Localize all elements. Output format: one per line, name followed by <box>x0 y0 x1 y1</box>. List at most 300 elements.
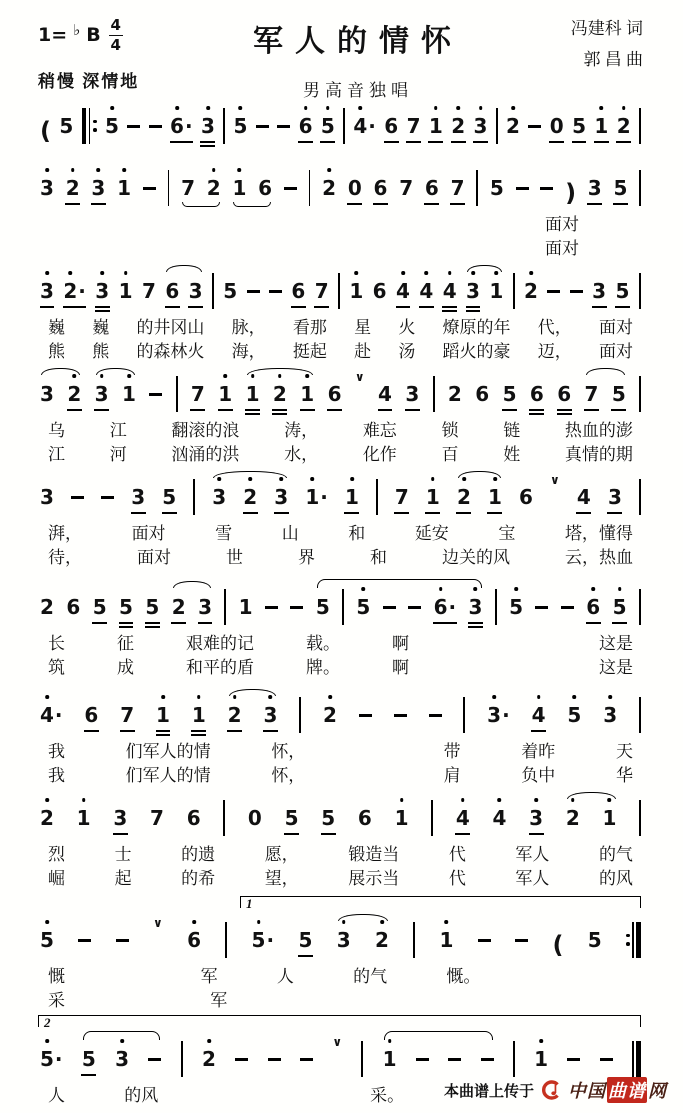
note <box>519 484 533 510</box>
octave-dot <box>511 106 515 110</box>
lyric-word: 人 <box>276 966 294 986</box>
note-digit: 3 <box>91 175 105 201</box>
note-digit: 1 <box>232 175 246 201</box>
note-digit: 3 <box>474 113 488 139</box>
lyric-word: 翻滚的浪 <box>171 420 240 440</box>
notes-row <box>38 366 643 416</box>
note-digit: 7 <box>190 382 205 406</box>
lyric-word: 燎原的年 <box>442 317 511 337</box>
note-digit: 1 <box>238 595 253 619</box>
notes-row <box>38 98 643 148</box>
slur <box>467 265 502 272</box>
note-digit: 5 <box>40 1046 54 1072</box>
barline <box>476 170 478 206</box>
lyric-word: 赴 <box>354 341 372 361</box>
music-system <box>38 98 643 148</box>
note-digit: 3 <box>263 702 277 728</box>
note <box>119 278 133 304</box>
lyric-word <box>129 986 146 1011</box>
note <box>550 113 564 139</box>
underline-beam <box>607 512 622 514</box>
note <box>258 175 272 201</box>
note-digit: 3 <box>95 381 109 407</box>
note-digit: 4 <box>576 485 591 509</box>
lyric-word: 面对 <box>598 341 633 361</box>
note <box>373 278 387 304</box>
note-digit: 6 <box>586 594 600 620</box>
octave-dot <box>534 798 538 802</box>
note <box>218 381 232 407</box>
note-digit: 5 <box>298 928 313 952</box>
dash-extension <box>284 187 297 190</box>
octave-dot <box>608 695 612 699</box>
lyric-word: 山 <box>281 523 299 543</box>
lyric-word: 军 <box>200 966 218 986</box>
note <box>378 381 392 407</box>
underline-beam <box>94 409 109 411</box>
dash-extension <box>540 187 553 190</box>
note-digit: 3 <box>603 702 617 728</box>
barline <box>639 108 641 144</box>
octave-dot <box>529 271 533 275</box>
note-digit: 6 <box>424 176 439 200</box>
underline-beam <box>584 409 599 411</box>
note-digit: 6 <box>475 382 490 406</box>
lyric-word: 江 <box>48 444 65 464</box>
octave-dot <box>539 1039 543 1043</box>
lyric-word: 起 <box>114 868 132 888</box>
note-digit: 6 <box>170 113 184 139</box>
site-name-highlight: 曲谱 <box>607 1077 647 1103</box>
lyric-word: 的风 <box>598 868 633 888</box>
dash-extension <box>600 1058 613 1061</box>
note <box>572 113 586 139</box>
time-numerator: 4 <box>110 16 121 34</box>
dash-extension <box>481 1058 494 1061</box>
underline-beam <box>424 203 439 205</box>
begin-repeat-barline <box>82 108 97 148</box>
flat-accidental-icon: ♭ <box>73 21 81 40</box>
note <box>84 702 98 728</box>
lyric-word: 锻造当 <box>348 844 400 864</box>
octave-dot <box>304 106 308 110</box>
octave-dot <box>350 477 354 481</box>
note <box>588 927 602 953</box>
lyric-word: 展示当 <box>348 868 400 888</box>
note <box>201 113 215 139</box>
slur <box>213 471 287 478</box>
note-digit: 1 <box>300 381 314 407</box>
lyric-word <box>616 962 633 987</box>
note <box>321 805 335 831</box>
note-digit: 1 <box>305 484 319 510</box>
lyric-word: 们军人的情 <box>125 741 211 761</box>
lyric-word: 带 <box>443 741 461 761</box>
music-system <box>38 896 643 1010</box>
note-digit: 3 <box>487 702 501 728</box>
note-digit: 2 <box>171 595 186 619</box>
lyric-word: 汹涌的洪 <box>171 444 240 464</box>
note-digit: 1 <box>77 805 91 831</box>
lyric-word: 湃， <box>48 523 82 543</box>
note <box>232 175 246 201</box>
augmentation-dot: · <box>184 114 193 138</box>
underline-beam <box>243 512 258 514</box>
note <box>443 278 457 304</box>
thin-bar <box>632 1041 634 1077</box>
barline <box>433 376 435 412</box>
note-digit: 3 <box>40 485 54 509</box>
octave-dot <box>622 106 626 110</box>
note-digit: 1 <box>426 484 440 510</box>
note-digit: 1 <box>218 381 232 407</box>
note-digit: 1 <box>603 805 617 831</box>
octave-dot <box>326 106 330 110</box>
slur <box>338 914 388 921</box>
lyric-word: 热血的澎 <box>564 420 633 440</box>
note-digit: 6 <box>327 382 342 406</box>
note <box>439 927 453 953</box>
underline-beam <box>557 413 572 415</box>
key-signature <box>38 18 223 53</box>
note <box>207 175 221 201</box>
note-digit: 7 <box>406 114 421 138</box>
underline-beam <box>84 730 99 732</box>
octave-dot <box>45 1039 49 1043</box>
lyric-word: 熊 <box>48 341 65 361</box>
lyric-word <box>366 761 383 786</box>
note <box>529 805 543 831</box>
slur <box>182 202 220 207</box>
note-digit: 6 <box>258 176 273 200</box>
note-digit: 3 <box>529 805 543 831</box>
lyrics-row <box>38 629 643 653</box>
note-digit: 2 <box>67 381 81 407</box>
note-digit: 4 <box>443 278 457 304</box>
octave-dot <box>238 168 242 172</box>
barline <box>495 589 497 625</box>
note <box>405 381 419 407</box>
dash-extension <box>149 125 162 128</box>
underline-beam <box>428 141 443 143</box>
note-digit: 1 <box>594 113 608 139</box>
octave-dot <box>401 271 405 275</box>
note-digit: 6 <box>372 279 387 303</box>
note <box>95 278 109 304</box>
note <box>323 702 337 728</box>
lyric-word: 锁 <box>441 420 459 440</box>
lyric-word: 成 <box>117 657 134 677</box>
underline-beam <box>190 409 205 411</box>
underline-beam <box>314 306 329 308</box>
note-digit: 0 <box>347 176 362 200</box>
note-digit: 2 <box>457 484 471 510</box>
note-digit: 5 <box>223 279 238 303</box>
lyric-word: 的井冈山 <box>136 317 205 337</box>
note-digit: 5 <box>613 176 628 200</box>
note <box>298 927 312 953</box>
lyric-word: 采 <box>48 990 65 1010</box>
note <box>594 113 608 139</box>
note-digit: 7 <box>314 279 329 303</box>
lyrics-row <box>38 440 643 464</box>
note <box>506 113 520 139</box>
parenthesis: ( <box>40 117 51 145</box>
note-digit: 5 <box>59 114 74 138</box>
note-digit: 1 <box>383 1046 397 1072</box>
note <box>263 702 277 728</box>
note-digit: 7 <box>141 279 156 303</box>
dot <box>626 942 630 946</box>
lyrics-row <box>38 653 643 677</box>
barline <box>181 1041 183 1077</box>
note-digit: 5 <box>613 594 627 620</box>
note <box>315 278 329 304</box>
note-digit: 5 <box>233 113 247 139</box>
note <box>337 927 351 953</box>
lyric-word: 牌。 <box>306 657 340 677</box>
lyric-word: 长 <box>48 633 65 653</box>
lyric-word <box>530 653 547 678</box>
note-digit: 7 <box>584 382 599 406</box>
underline-beam <box>263 730 278 732</box>
note-digit: 5 <box>489 176 504 200</box>
lyric-word: 延安 <box>414 523 449 543</box>
note <box>489 278 503 304</box>
note-digit: 1 <box>439 927 453 953</box>
barline <box>299 697 301 733</box>
octave-dot <box>45 271 49 275</box>
dash-extension <box>71 496 84 499</box>
note <box>82 1046 96 1072</box>
lyric-word: 海， <box>231 341 266 361</box>
notation-area <box>38 98 643 1105</box>
note <box>419 278 433 304</box>
lyric-word: 天 <box>615 741 633 761</box>
note-digit: 6 <box>519 485 533 509</box>
note <box>300 381 314 407</box>
note <box>131 484 145 510</box>
barline <box>513 1041 515 1077</box>
augmentation-dot: · <box>54 1047 63 1071</box>
lyrics-row <box>38 986 643 1010</box>
lyrics-row <box>38 519 643 543</box>
note-digit: 5 <box>572 114 586 138</box>
lyric-word: 链 <box>503 420 521 440</box>
music-system <box>38 469 643 567</box>
note <box>40 702 63 728</box>
barline <box>343 108 345 144</box>
note-digit: 5 <box>356 594 370 620</box>
lyric-word: 化作 <box>362 444 397 464</box>
note <box>608 484 622 510</box>
breath-mark-icon: ∨ <box>153 916 163 930</box>
dash-extension <box>561 606 574 609</box>
note-digit: 5 <box>321 806 336 830</box>
underline-beam <box>611 409 626 411</box>
underline-beam <box>473 141 488 143</box>
note <box>239 594 253 620</box>
thick-bar <box>82 108 87 144</box>
lyric-word: 江 <box>109 420 127 440</box>
note-digit: 5 <box>284 806 299 830</box>
note-digit: 3 <box>405 382 420 406</box>
underline-beam <box>298 955 313 957</box>
octave-dot <box>197 695 201 699</box>
note-digit: 4 <box>40 702 54 728</box>
octave-dot <box>461 798 465 802</box>
note-digit: 1 <box>489 278 503 304</box>
slur <box>83 1031 160 1040</box>
barline <box>223 108 225 144</box>
note-digit: 2 <box>375 927 389 953</box>
note-digit: 3 <box>592 279 607 303</box>
note-digit: 2 <box>228 702 242 728</box>
notes-row <box>38 790 643 840</box>
note <box>246 381 260 407</box>
note <box>488 484 502 510</box>
note-digit: 3 <box>469 594 483 620</box>
lyric-word: 和 <box>348 523 366 543</box>
octave-dot <box>223 374 227 378</box>
note-digit: 7 <box>120 703 135 727</box>
parenthesis: ) <box>565 179 577 207</box>
lyric-word <box>454 986 471 1011</box>
barline <box>212 273 214 309</box>
lyrics-row <box>38 737 643 761</box>
octave-dot <box>71 168 75 172</box>
barline <box>463 697 465 733</box>
octave-dot <box>456 106 460 110</box>
lyric-word: 真情的期 <box>564 444 633 464</box>
notes-row <box>38 1015 643 1081</box>
lyrics-row <box>38 234 643 258</box>
barline <box>513 273 515 309</box>
note <box>95 381 109 407</box>
thick-bar <box>636 1041 641 1077</box>
note-digit: 6 <box>384 114 399 138</box>
note <box>356 594 370 620</box>
underline-beam <box>594 141 609 143</box>
lyric-word: 熊 <box>92 341 110 361</box>
note <box>509 594 523 620</box>
note <box>588 175 602 201</box>
note <box>492 805 506 831</box>
underline-beam <box>529 409 544 411</box>
note-digit: 6 <box>66 595 81 619</box>
note <box>162 484 176 510</box>
slur <box>586 368 625 375</box>
underline-beam <box>95 310 110 312</box>
note-digit: 4 <box>532 702 546 728</box>
underline-beam <box>451 141 466 143</box>
octave-dot <box>328 695 332 699</box>
lyric-word: 慨 <box>48 966 65 986</box>
dash-extension <box>535 606 548 609</box>
barline <box>639 800 641 836</box>
barline <box>639 170 641 206</box>
note <box>425 175 439 201</box>
lyric-word: 怀， <box>271 765 306 785</box>
note <box>291 278 305 304</box>
underline-beam <box>171 622 186 624</box>
octave-dot <box>207 1039 211 1043</box>
lyric-word <box>218 1081 235 1106</box>
lyric-word: 啊 <box>392 633 409 653</box>
note-digit: 1 <box>246 381 260 407</box>
barline <box>639 479 641 515</box>
underline-beam <box>91 203 106 205</box>
note <box>384 113 398 139</box>
note-digit: 6 <box>434 594 448 620</box>
barline <box>176 376 178 412</box>
barline <box>376 479 378 515</box>
barline <box>338 273 340 309</box>
note <box>451 175 465 201</box>
lyric-word: 代 <box>448 868 466 888</box>
time-signature <box>109 18 123 53</box>
note <box>592 278 606 304</box>
note <box>202 1046 216 1072</box>
credits <box>493 14 643 75</box>
note <box>353 113 376 139</box>
lyric-word: 雪 <box>215 523 233 543</box>
underline-beam <box>200 145 215 147</box>
note <box>321 113 335 139</box>
underline-beam <box>549 141 564 143</box>
key-tempo-block <box>38 10 223 92</box>
dash-extension <box>515 939 528 942</box>
underline-beam <box>274 512 289 514</box>
octave-dot <box>45 695 49 699</box>
underline-beam <box>592 306 607 308</box>
barline <box>361 1041 363 1077</box>
lyric-word: 军人 <box>515 868 550 888</box>
lyrics-row <box>38 840 643 864</box>
note <box>273 381 287 407</box>
barline <box>309 170 311 206</box>
slur <box>166 265 202 272</box>
note <box>274 484 288 510</box>
repeat-dots-icon <box>93 120 97 132</box>
lyric-word: 蹈火的豪 <box>442 341 511 361</box>
lyric-word: 的风 <box>124 1085 159 1105</box>
note <box>466 278 480 304</box>
dash-extension <box>290 606 303 609</box>
lyric-word: 军 <box>210 990 228 1010</box>
upload-text: 本曲谱上传于 <box>443 1081 534 1100</box>
lyric-word: 的气 <box>353 966 388 986</box>
dash-extension <box>269 290 282 293</box>
note-digit: 2 <box>207 175 221 201</box>
note <box>474 113 488 139</box>
note-digit: 2 <box>524 278 538 304</box>
dash-extension <box>277 125 290 128</box>
note <box>145 594 159 620</box>
note-digit: 4 <box>419 278 433 304</box>
notes-row <box>38 896 643 962</box>
augmentation-dot: · <box>78 279 86 303</box>
lyric-word: 着昨 <box>521 741 556 761</box>
octave-dot <box>498 798 502 802</box>
note <box>617 113 631 139</box>
note-digit: 2 <box>506 113 520 139</box>
lyrics-row <box>38 962 643 986</box>
note <box>557 381 571 407</box>
lyric-word: 百 <box>441 444 459 464</box>
music-system <box>38 366 643 464</box>
lyric-word: 烈 <box>48 844 65 864</box>
